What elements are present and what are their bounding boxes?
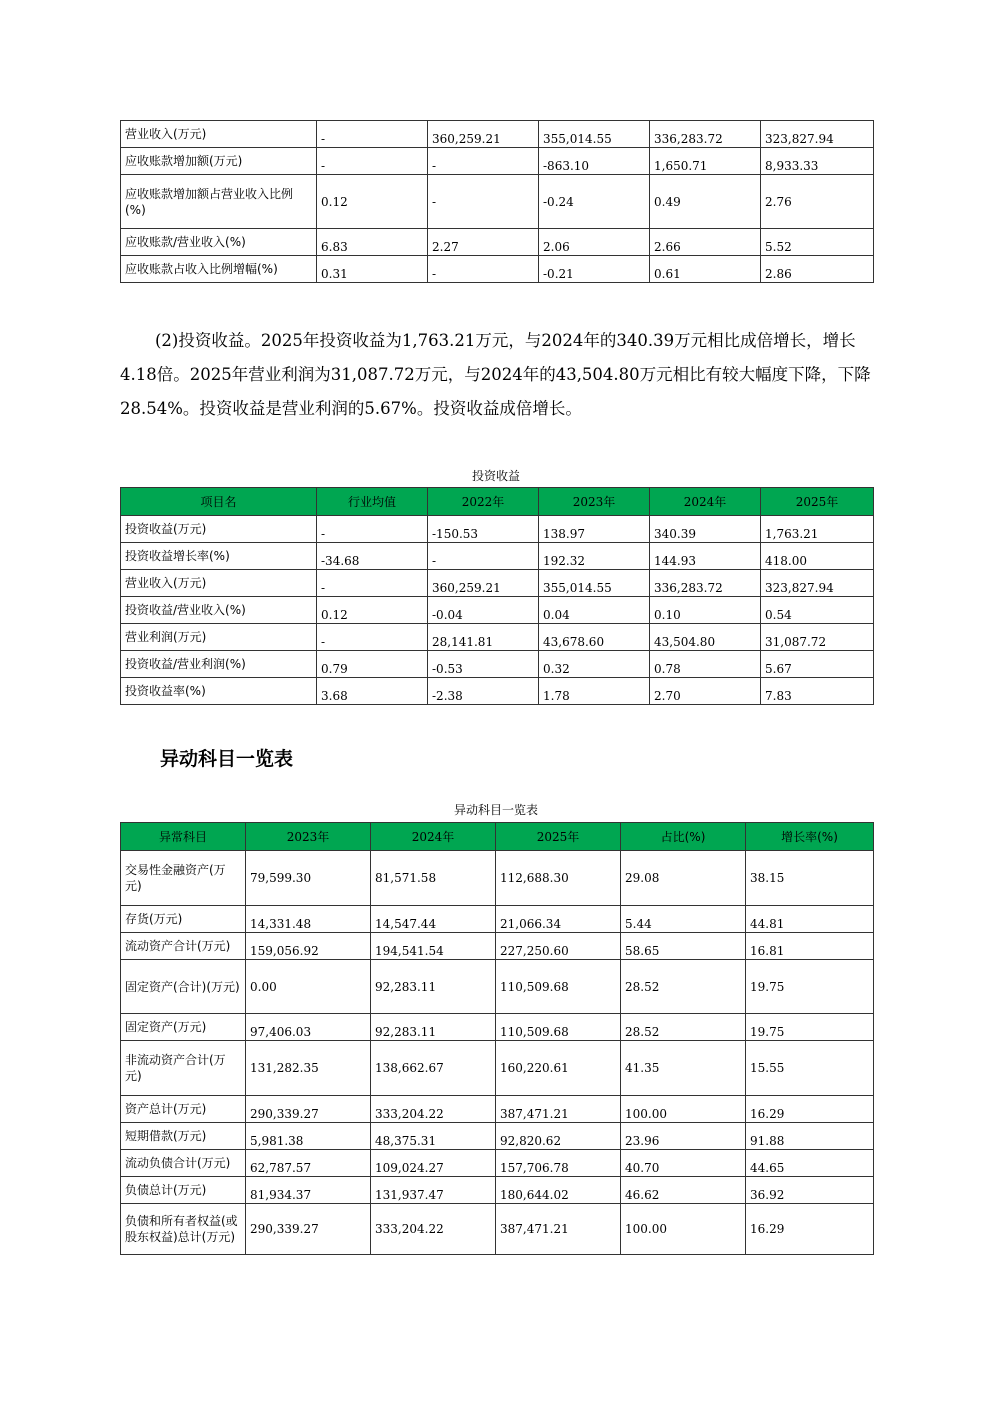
table-cell: 16.29 (746, 1204, 874, 1255)
table-cell: - (428, 256, 539, 283)
table-cell: 38.15 (746, 851, 874, 906)
table-cell: 0.12 (317, 175, 428, 229)
table-cell: 159,056.92 (246, 933, 371, 960)
table-cell: -0.53 (428, 651, 539, 678)
table-cell: 0.49 (650, 175, 761, 229)
table-cell: 28.52 (621, 960, 746, 1014)
table-cell: 0.04 (539, 597, 650, 624)
table-row (121, 933, 874, 960)
table-cell: 180,644.02 (496, 1177, 621, 1204)
anomaly-table-body (121, 851, 874, 1255)
table-cell: 2.06 (539, 229, 650, 256)
table-row (121, 229, 874, 256)
table-cell: 290,339.27 (246, 1204, 371, 1255)
table-cell: 418.00 (761, 543, 874, 570)
table-cell: 16.29 (746, 1096, 874, 1123)
table-cell: 5.44 (621, 906, 746, 933)
table-cell: 81,934.37 (246, 1177, 371, 1204)
table-row (121, 1204, 874, 1255)
row-label: 流动负债合计(万元) (121, 1150, 246, 1177)
table-cell: 41.35 (621, 1041, 746, 1096)
receivables-table (120, 120, 874, 283)
table-row (121, 906, 874, 933)
header-row (121, 488, 874, 516)
table-cell: - (317, 570, 428, 597)
table-cell: 387,471.21 (496, 1096, 621, 1123)
header-row (121, 823, 874, 851)
anomaly-table (120, 822, 874, 1255)
row-label: 短期借款(万元) (121, 1123, 246, 1150)
row-label: 固定资产(万元) (121, 1014, 246, 1041)
row-label: 应收账款增加额(万元) (121, 148, 317, 175)
row-label: 非流动资产合计(万元) (121, 1041, 246, 1096)
table-cell: 112,688.30 (496, 851, 621, 906)
table-row (121, 570, 874, 597)
table-cell: 131,282.35 (246, 1041, 371, 1096)
table-cell: 2.66 (650, 229, 761, 256)
anomaly-table-header (121, 823, 874, 851)
table-cell: 16.81 (746, 933, 874, 960)
table-cell: 92,283.11 (371, 1014, 496, 1041)
table-cell: 0.32 (539, 651, 650, 678)
row-label: 应收账款占收入比例增幅(%) (121, 256, 317, 283)
investment-income-paragraph: (2)投资收益。2025年投资收益为1,763.21万元，与2024年的340.39万元相比成倍增长，增长4.18倍。2025年营业利润为31,087.72万元，与2024年的43,504.80万元相比有较大幅度下降，下降28.54%。投资收益是营业利润的5.67%。投资收益成倍增长。 (120, 331, 871, 418)
table-cell: 194,541.54 (371, 933, 496, 960)
table-cell: 97,406.03 (246, 1014, 371, 1041)
table-cell: 5.52 (761, 229, 874, 256)
table-row (121, 1041, 874, 1096)
table-cell: - (428, 148, 539, 175)
table-cell: 131,937.47 (371, 1177, 496, 1204)
table-cell: 40.70 (621, 1150, 746, 1177)
table-cell: 100.00 (621, 1096, 746, 1123)
row-label: 流动资产合计(万元) (121, 933, 246, 960)
investment-income-table (120, 487, 874, 705)
table-cell: 19.75 (746, 1014, 874, 1041)
row-label: 投资收益增长率(%) (121, 543, 317, 570)
table-cell: 19.75 (746, 960, 874, 1014)
table-cell: 0.54 (761, 597, 874, 624)
row-label: 投资收益率(%) (121, 678, 317, 705)
table-cell: 160,220.61 (496, 1041, 621, 1096)
column-header: 2025年 (496, 823, 621, 851)
table-cell: 290,339.27 (246, 1096, 371, 1123)
section-heading: 异动科目一览表 (160, 748, 294, 770)
column-header: 项目名 (121, 488, 317, 516)
table-cell: 0.10 (650, 597, 761, 624)
table-cell: 15.55 (746, 1041, 874, 1096)
table-cell: 48,375.31 (371, 1123, 496, 1150)
table-row (121, 960, 874, 1014)
table-cell: 28.52 (621, 1014, 746, 1041)
table-row (121, 148, 874, 175)
table-row (121, 1150, 874, 1177)
column-header: 行业均值 (317, 488, 428, 516)
table-row (121, 597, 874, 624)
table-cell: 2.70 (650, 678, 761, 705)
table-row (121, 175, 874, 229)
table-cell: -0.21 (539, 256, 650, 283)
table-cell: 110,509.68 (496, 960, 621, 1014)
row-label: 营业收入(万元) (121, 121, 317, 148)
table-cell: 8,933.33 (761, 148, 874, 175)
row-label: 投资收益/营业利润(%) (121, 651, 317, 678)
table-cell: 355,014.55 (539, 121, 650, 148)
table-cell: 323,827.94 (761, 121, 874, 148)
table-row (121, 1177, 874, 1204)
table-cell: 323,827.94 (761, 570, 874, 597)
table-cell: - (317, 516, 428, 543)
table-cell: 0.00 (246, 960, 371, 1014)
table-cell: 340.39 (650, 516, 761, 543)
table-cell: 31,087.72 (761, 624, 874, 651)
table-cell: 28,141.81 (428, 624, 539, 651)
table-cell: 14,331.48 (246, 906, 371, 933)
table-cell: 44.65 (746, 1150, 874, 1177)
table-row (121, 516, 874, 543)
table-row (121, 624, 874, 651)
table-cell: 29.08 (621, 851, 746, 906)
table-cell: 0.12 (317, 597, 428, 624)
table-cell: 3.68 (317, 678, 428, 705)
table-cell: 138,662.67 (371, 1041, 496, 1096)
table-cell: 81,571.58 (371, 851, 496, 906)
column-header: 2024年 (371, 823, 496, 851)
investment-table-body (121, 516, 874, 705)
row-label: 固定资产(合计)(万元) (121, 960, 246, 1014)
table-cell: 0.31 (317, 256, 428, 283)
table-cell: - (317, 148, 428, 175)
table-row (121, 1014, 874, 1041)
row-label: 应收账款增加额占营业收入比例(%) (121, 175, 317, 229)
table-row (121, 543, 874, 570)
table-cell: 138.97 (539, 516, 650, 543)
table-cell: - (428, 175, 539, 229)
table-cell: 157,706.78 (496, 1150, 621, 1177)
row-label: 营业收入(万元) (121, 570, 317, 597)
table-cell: -0.04 (428, 597, 539, 624)
table-cell: 0.79 (317, 651, 428, 678)
table-cell: 14,547.44 (371, 906, 496, 933)
column-header: 异常科目 (121, 823, 246, 851)
table-row (121, 678, 874, 705)
table-cell: 1,650.71 (650, 148, 761, 175)
table-cell: 6.83 (317, 229, 428, 256)
column-header: 占比(%) (621, 823, 746, 851)
table-cell: 21,066.34 (496, 906, 621, 933)
table-cell: - (317, 624, 428, 651)
table-cell: 44.81 (746, 906, 874, 933)
table-cell: - (317, 121, 428, 148)
investment-table-header (121, 488, 874, 516)
table-cell: 355,014.55 (539, 570, 650, 597)
table-cell: 100.00 (621, 1204, 746, 1255)
anomaly-table-caption: 异动科目一览表 (453, 803, 538, 817)
table-cell: 1,763.21 (761, 516, 874, 543)
table-row (121, 1096, 874, 1123)
table-cell: -34.68 (317, 543, 428, 570)
table-cell: 360,259.21 (428, 570, 539, 597)
table-cell: 46.62 (621, 1177, 746, 1204)
investment-table-caption: 投资收益 (471, 469, 520, 483)
column-header: 2024年 (650, 488, 761, 516)
row-label: 交易性金融资产(万元) (121, 851, 246, 906)
table-cell: 43,678.60 (539, 624, 650, 651)
table-cell: 144.93 (650, 543, 761, 570)
column-header: 2023年 (539, 488, 650, 516)
table-cell: - (428, 543, 539, 570)
table-cell: 333,204.22 (371, 1204, 496, 1255)
table-row (121, 121, 874, 148)
column-header: 2025年 (761, 488, 874, 516)
row-label: 负债总计(万元) (121, 1177, 246, 1204)
table-cell: 2.86 (761, 256, 874, 283)
table-cell: 58.65 (621, 933, 746, 960)
table-cell: 92,283.11 (371, 960, 496, 1014)
table-cell: 5,981.38 (246, 1123, 371, 1150)
table-cell: 36.92 (746, 1177, 874, 1204)
table-row (121, 651, 874, 678)
row-label: 负债和所有者权益(或股东权益)总计(万元) (121, 1204, 246, 1255)
table-cell: 192.32 (539, 543, 650, 570)
table-cell: -0.24 (539, 175, 650, 229)
table-cell: -2.38 (428, 678, 539, 705)
row-label: 投资收益/营业收入(%) (121, 597, 317, 624)
table-cell: -863.10 (539, 148, 650, 175)
table-cell: 387,471.21 (496, 1204, 621, 1255)
table-cell: 1.78 (539, 678, 650, 705)
table-row (121, 1123, 874, 1150)
table-cell: 336,283.72 (650, 570, 761, 597)
table-cell: 5.67 (761, 651, 874, 678)
receivables-table-body (121, 121, 874, 283)
table-cell: 0.78 (650, 651, 761, 678)
table-cell: 62,787.57 (246, 1150, 371, 1177)
table-cell: 109,024.27 (371, 1150, 496, 1177)
row-label: 营业利润(万元) (121, 624, 317, 651)
row-label: 资产总计(万元) (121, 1096, 246, 1123)
table-cell: 91.88 (746, 1123, 874, 1150)
table-cell: 0.61 (650, 256, 761, 283)
table-cell: 92,820.62 (496, 1123, 621, 1150)
table-cell: 360,259.21 (428, 121, 539, 148)
table-cell: 79,599.30 (246, 851, 371, 906)
column-header: 2022年 (428, 488, 539, 516)
table-cell: 110,509.68 (496, 1014, 621, 1041)
table-cell: 227,250.60 (496, 933, 621, 960)
table-cell: 7.83 (761, 678, 874, 705)
row-label: 应收账款/营业收入(%) (121, 229, 317, 256)
table-cell: 23.96 (621, 1123, 746, 1150)
table-row (121, 256, 874, 283)
table-cell: 336,283.72 (650, 121, 761, 148)
row-label: 投资收益(万元) (121, 516, 317, 543)
table-cell: 2.27 (428, 229, 539, 256)
column-header: 增长率(%) (746, 823, 874, 851)
row-label: 存货(万元) (121, 906, 246, 933)
table-cell: 43,504.80 (650, 624, 761, 651)
table-row (121, 851, 874, 906)
table-cell: -150.53 (428, 516, 539, 543)
table-cell: 333,204.22 (371, 1096, 496, 1123)
table-cell: 2.76 (761, 175, 874, 229)
column-header: 2023年 (246, 823, 371, 851)
